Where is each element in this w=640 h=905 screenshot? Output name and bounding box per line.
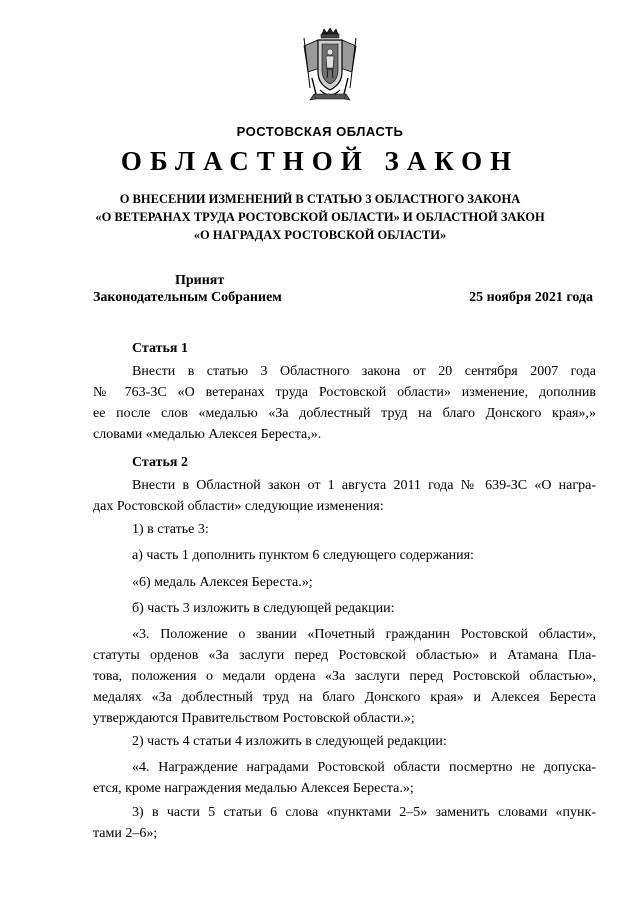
text-line: «3. Положение о звании «Почетный гражданин Ростовской области»,: [132, 627, 596, 642]
text-line: 3) в части 5 статьи 6 слова «пунктами 2–5» заменить словами «пунк-: [132, 805, 596, 820]
article-2-paragraph: [93, 519, 596, 540]
text-line: утверждаются Правительством Ростовской области.»;: [93, 711, 415, 726]
text-line: ется, кроме награждения медалью Алексея Береста.»;: [93, 781, 414, 796]
article-1-paragraph: [93, 361, 596, 445]
law-title-line: «О ВЕТЕРАНАХ ТРУДА РОСТОВСКОЙ ОБЛАСТИ» И ОБЛАСТНОЙ ЗАКОН: [95, 210, 545, 224]
article-2-paragraph: [93, 802, 596, 844]
law-title-line: «О НАГРАДАХ РОСТОВСКОЙ ОБЛАСТИ»: [193, 228, 447, 242]
text-line: Внести в Областной закон от 1 августа 2011 года № 639-ЗС «О награ-: [132, 478, 596, 493]
article-2-paragraph: [93, 545, 596, 566]
text-line: медалях «За доблестный труд на благо Донского края» и Алексея Береста: [93, 690, 596, 705]
article-2-paragraph: [93, 624, 596, 729]
article-2-paragraph: [93, 731, 596, 752]
region-name: РОСТОВСКАЯ ОБЛАСТЬ: [236, 124, 404, 139]
text-line: а) часть 1 дополнить пунктом 6 следующего содержания:: [132, 548, 474, 563]
adoption-date: 25 ноября 2021 года: [469, 290, 593, 305]
text-line: това, положения о медали ордена «За заслуги перед Ростовской областью»,: [93, 669, 596, 684]
law-title-line: О ВНЕСЕНИИ ИЗМЕНЕНИЙ В СТАТЬЮ 3 ОБЛАСТНОГО ЗАКОНА: [119, 192, 521, 206]
text-line: 2) часть 4 статьи 4 изложить в следующей редакции:: [132, 734, 447, 749]
text-line: «4. Награждение наградами Ростовской области посмертно не допуска-: [132, 760, 596, 775]
article-1-title: Статья 1: [132, 341, 188, 356]
text-line: Внести в статью 3 Областного закона от 20 сентября 2007 года: [132, 364, 596, 379]
article-2-paragraph: [93, 598, 596, 619]
text-line: «6) медаль Алексея Береста.»;: [132, 575, 313, 590]
article-2-title: Статья 2: [132, 455, 188, 470]
article-2-paragraph: [93, 572, 596, 593]
text-line: 1) в статье 3:: [132, 522, 209, 537]
text-line: словами «медалью Алексея Береста,».: [93, 427, 322, 442]
coat-of-arms-emblem: [298, 28, 362, 104]
law-title: [70, 190, 570, 244]
text-line: ее после слов «медалью «За доблестный труд на благо Донского края»,»: [93, 406, 596, 421]
article-2-paragraph: [93, 757, 596, 799]
text-line: тами 2–6»;: [93, 826, 158, 841]
text-line: статуты орденов «За заслуги перед Ростовской областью» и Атамана Пла-: [93, 648, 596, 663]
text-line: б) часть 3 изложить в следующей редакции:: [132, 601, 395, 616]
document-type: ОБЛАСТНОЙ ЗАКОН: [120, 146, 520, 176]
adopted-by: Законодательным Собранием: [93, 290, 282, 305]
adopted-label: Принят: [175, 273, 225, 288]
article-2-paragraph: [93, 475, 596, 517]
text-line: № 763-ЗС «О ветеранах труда Ростовской области» изменение, дополнив: [93, 385, 596, 400]
text-line: дах Ростовской области» следующие изменения:: [93, 499, 384, 514]
